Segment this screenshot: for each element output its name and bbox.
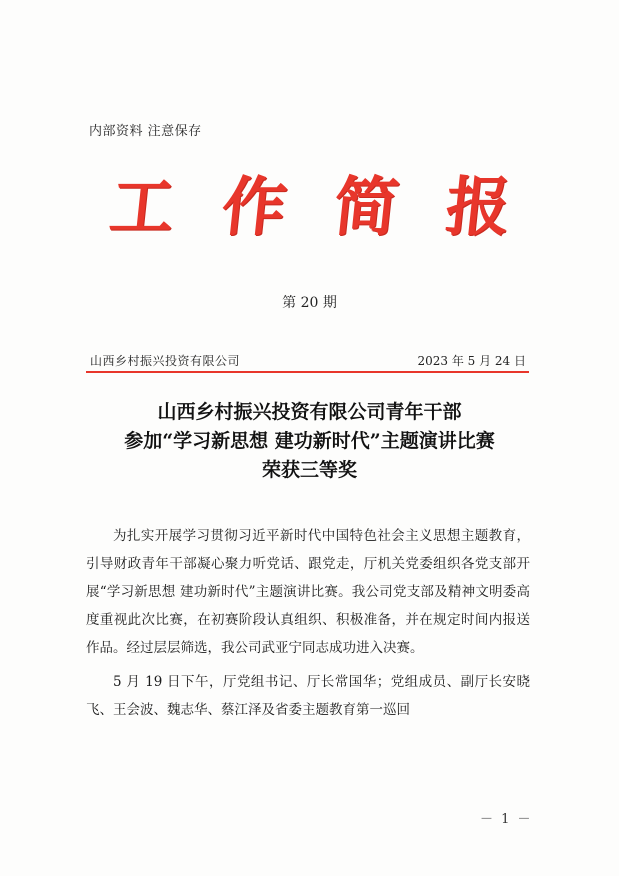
body-paragraph-2: 5 月 19 日下午，厅党组书记、厅长常国华；党组成员、副厅长安晓飞、王会波、魏志华、蔡江泽及省委主题教育第一巡回 [86, 674, 530, 718]
issuing-organization: 山西乡村振兴投资有限公司 [90, 354, 241, 368]
article-headline [0, 398, 619, 485]
masthead-char-2: 作 [218, 171, 290, 245]
article-body [86, 522, 530, 724]
masthead-char-3: 简 [330, 171, 402, 245]
masthead-title [106, 168, 514, 248]
body-paragraph-1: 为扎实开展学习贯彻习近平新时代中国特色社会主义思想主题教育，引导财政青年干部凝心聚力听党话、跟党走，厅机关党委组织各党支部开展“学习新思想 建功新时代”主题演讲比赛。我公司党支部及精神文明委高度重视此次比赛，在初赛阶段认真组织、积极准备，并在规定时间内报送作品。经过层层筛选，我公司武亚宁同志成功进入决赛。 [86, 528, 530, 656]
headline-line-3: 荣获三等奖 [261, 459, 357, 481]
headline-line-1: 山西乡村振兴投资有限公司青年干部 [157, 401, 462, 423]
issue-date: 2023 年 5 月 24 日 [417, 354, 526, 368]
confidential-label: 内部资料 注意保存 [89, 124, 202, 139]
issue-number: 第 20 期 [282, 295, 337, 311]
page-number: － 1 － [480, 812, 533, 827]
header-row [86, 352, 528, 370]
red-divider-line [86, 371, 529, 373]
masthead-char-1: 工 [106, 171, 178, 245]
headline-line-2: 参加“学习新思想 建功新时代”主题演讲比赛 [124, 430, 495, 452]
masthead-char-4: 报 [442, 171, 514, 245]
